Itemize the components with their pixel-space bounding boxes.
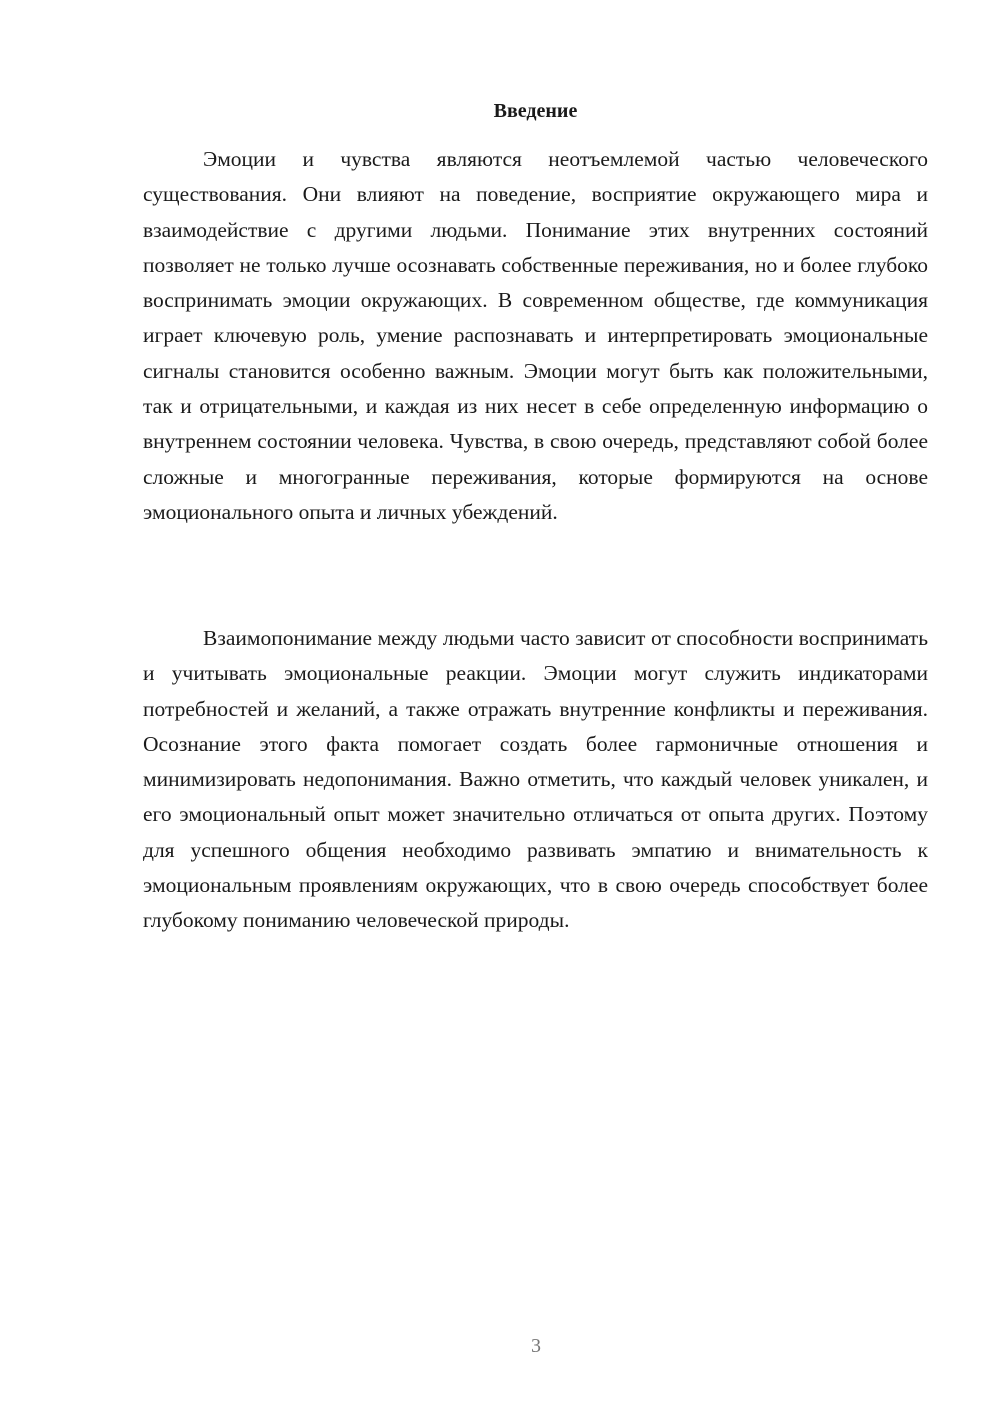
paragraph-2: Взаимопонимание между людьми часто зависит от способности воспринимать и учитывать эмоциональные реакции. Эмоции могут служить индикаторами потребностей и желаний, а также отражать внутренние конфликты и переживания. Осознание этого факта помогает создать более гармоничные отношения и минимизировать недопонимания. Важно отметить, что каждый человек уникален, и его эмоциональный опыт может значительно отличаться от опыта других. Поэтому для успешного общения необходимо развивать эмпатию и внимательность к эмоциональным проявлениям окружающих, что в свою очередь способствует более глубокому пониманию человеческой природы. bbox=[143, 626, 928, 933]
paragraph-1: Эмоции и чувства являются неотъемлемой частью человеческого существования. Они влияют на поведение, восприятие окружающего мира и взаимодействие с другими людьми. Понимание этих внутренних состояний позволяет не только лучше осознавать собственные переживания, но и более глубоко воспринимать эмоции окружающих. В современном обществе, где коммуникация играет ключевую роль, умение распознавать и интерпретировать эмоциональные сигналы становится особенно важным. Эмоции могут быть как положительными, так и отрицательными, и каждая из них несет в себе определенную информацию о внутреннем состоянии человека. Чувства, в свою очередь, представляют собой более сложные и многогранные переживания, которые формируются на основе эмоционального опыта и личных убеждений. bbox=[143, 147, 928, 524]
page-number: 3 bbox=[531, 1335, 541, 1357]
section-heading: Введение bbox=[493, 100, 578, 122]
